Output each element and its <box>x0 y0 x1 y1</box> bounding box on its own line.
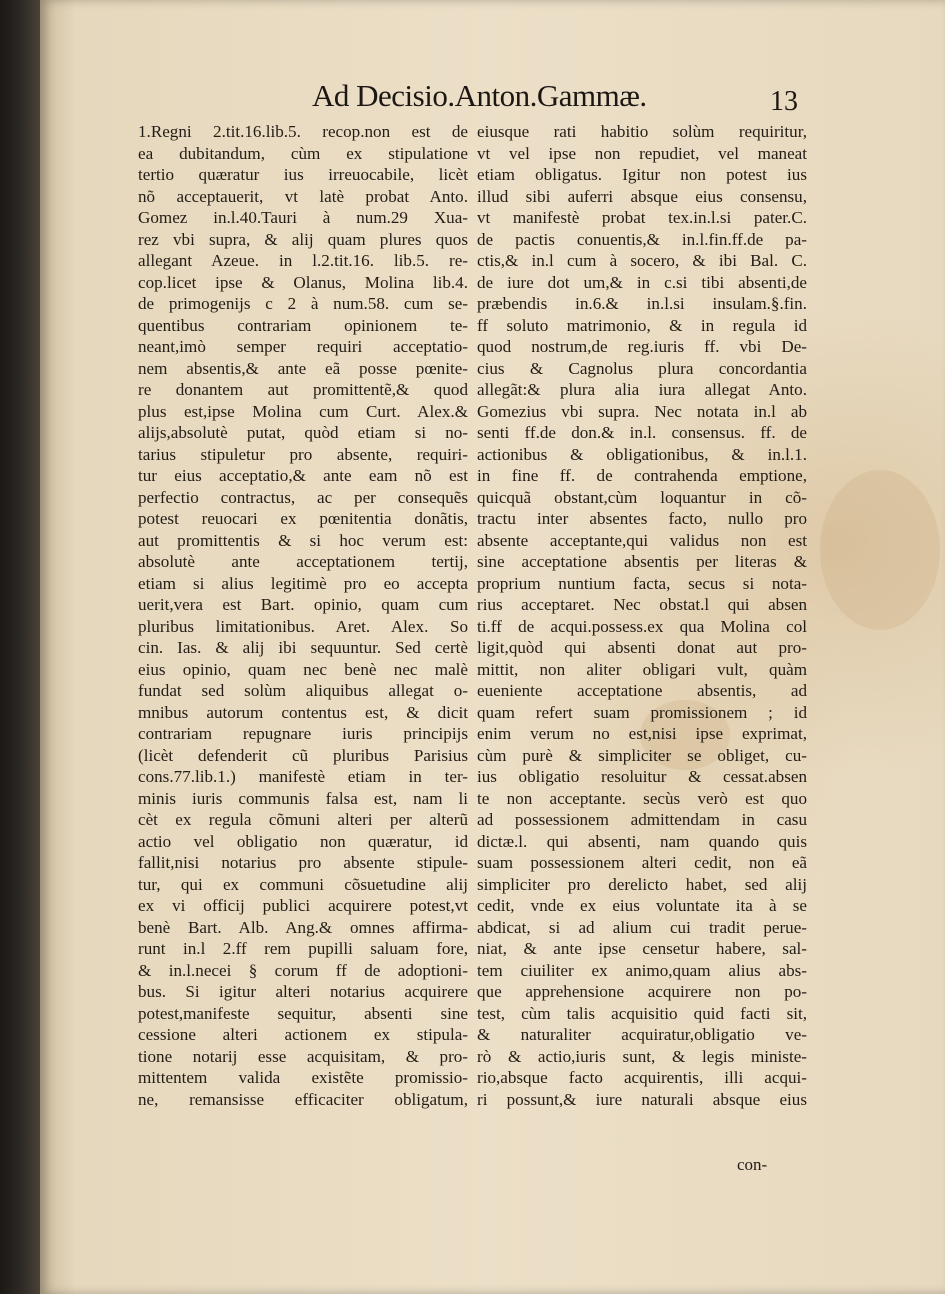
right-text-column <box>477 121 807 1110</box>
text-line: 1.Regni 2.tit.16.lib.5. recop.non est de <box>138 122 468 141</box>
text-line: fallit,nisi notarius pro absente stipule- <box>138 853 468 872</box>
text-line: & naturaliter acquiratur,obligatio ve- <box>477 1025 807 1044</box>
text-line: tur, qui ex communi cõsuetudine alij <box>138 874 468 894</box>
text-line: fundat sed solùm aliquibus allegat o- <box>138 681 468 700</box>
text-line: mnibus autorum contentus est, & dicit <box>138 702 468 722</box>
text-line: eius opinio, quam nec benè nec malè <box>138 659 468 679</box>
text-line: ne, remansisse efficaciter obligatum, <box>138 1089 468 1109</box>
text-line: de pactis conuentis,& in.l.fin.ff.de pa- <box>477 229 807 249</box>
text-line: ea dubitandum, cùm ex stipulatione <box>138 143 468 163</box>
text-line: tem ciuiliter ex animo,quam alius abs- <box>477 960 807 980</box>
text-line: tarius stipuletur pro absente, requiri- <box>138 444 468 464</box>
text-line: cop.licet ipse & Olanus, Molina lib.4. <box>138 272 468 292</box>
text-line: neant,imò semper requiri acceptatio- <box>138 337 468 356</box>
text-line: quam refert suam promissionem ; id <box>477 702 807 722</box>
text-line: cessione alteri actionem ex stipula- <box>138 1025 468 1044</box>
text-line: rez vbi supra, & alij quam plures quos <box>138 229 468 249</box>
text-line: niat, & ante ipse censetur habere, sal- <box>477 939 807 958</box>
text-line: cèt ex regula cõmuni alteri per alterũ <box>138 810 468 829</box>
text-line: nem absentis,& ante eã posse pœnite- <box>138 358 468 378</box>
text-line: etiam si alius legitimè pro eo accepta <box>138 573 468 593</box>
text-line: quicquã obstant,cùm loquantur in cõ- <box>477 487 807 507</box>
text-line: suam possessionem alteri cedit, non eã <box>477 853 807 872</box>
text-line: quentibus contrariam opinionem te- <box>138 315 468 335</box>
text-line: etiam obligatus. Igitur non potest ius <box>477 165 807 184</box>
text-line: potest,manifeste sequitur, absenti sine <box>138 1003 468 1023</box>
page-number: 13 <box>770 86 798 117</box>
text-line: minis iuris communis falsa est, nam li <box>138 788 468 808</box>
text-line: contrariam repugnare iuris principijs <box>138 724 468 743</box>
text-line: te non acceptante. secùs verò est quo <box>477 788 807 808</box>
text-line: potest reuocari ex pœnitentia donãtis, <box>138 509 468 528</box>
text-line: vt vel ipse non repudiet, vel maneat <box>477 143 807 163</box>
text-line: tractu inter absentes facto, nullo pro <box>477 509 807 528</box>
text-line: bus. Si igitur alteri notarius acquirere <box>138 982 468 1001</box>
text-line: alijs,absolutè putat, quòd etiam si no- <box>138 423 468 442</box>
text-line: de iure dot um,& in c.si tibi absenti,de <box>477 272 807 292</box>
text-line: proprium nuntium facta, secus si nota- <box>477 573 807 593</box>
text-line: nõ acceptauerit, vt latè probat Anto. <box>138 186 468 206</box>
text-line: præbendis in.6.& in.l.si insulam.§.fin. <box>477 294 807 313</box>
text-line: ri possunt,& iure naturali absque eius <box>477 1089 807 1109</box>
text-line: rò & actio,iuris sunt, & legis ministe- <box>477 1046 807 1066</box>
text-line: mittentem valida existẽte promissio- <box>138 1068 468 1087</box>
text-line: benè Bart. Alb. Ang.& omnes affirma- <box>138 917 468 937</box>
text-line: allegant Azeue. in l.2.tit.16. lib.5. re- <box>138 251 468 270</box>
text-line: cedit, vnde ex eius voluntate ita à se <box>477 896 807 915</box>
text-line: cons.77.lib.1.) manifestè etiam in ter- <box>138 767 468 786</box>
text-line: cin. Ias. & alij ibi sequuntur. Sed certè <box>138 638 468 657</box>
text-line: aut promittentis & si hoc verum est: <box>138 530 468 550</box>
text-line: mittit, non aliter obligari vult, quàm <box>477 659 807 679</box>
text-line: tur eius acceptatio,& ante eam nõ est <box>138 466 468 485</box>
text-line: (licèt defenderit cũ pluribus Parisius <box>138 745 468 765</box>
text-line: simpliciter pro derelicto habet, sed alij <box>477 874 807 894</box>
text-line: abdicat, si ad alium cui tradit perue- <box>477 917 807 937</box>
text-line: pluribus limitationibus. Aret. Alex. So <box>138 616 468 636</box>
text-line: ctis,& in.l cum à socero, & ibi Bal. C. <box>477 251 807 270</box>
text-line: cùm purè & simpliciter se obliget, cu- <box>477 745 807 765</box>
text-line: ex vi officij publici acquirere potest,vt <box>138 896 468 915</box>
text-line: ligit,quòd qui absenti donat aut pro- <box>477 638 807 657</box>
text-line: eiusque rati habitio solùm requiritur, <box>477 122 807 141</box>
text-line: uerit,vera est Bart. opinio, quam cum <box>138 595 468 614</box>
text-line: absolutè ante acceptationem tertij, <box>138 552 468 571</box>
text-line: eueniente acceptatione absentis, ad <box>477 681 807 700</box>
paper-stain <box>820 470 940 630</box>
text-line: vt manifestè probat tex.in.l.si pater.C. <box>477 208 807 227</box>
text-line: absente acceptante,qui validus non est <box>477 530 807 550</box>
text-line: actionibus & obligationibus, & in.l.1. <box>477 444 807 464</box>
text-line: tione notarij esse acquisitam, & pro- <box>138 1046 468 1066</box>
text-line: in fine ff. de contrahenda emptione, <box>477 466 807 485</box>
text-line: rius acceptaret. Nec obstat.l qui absen <box>477 595 807 614</box>
left-text-column <box>138 121 468 1110</box>
text-line: cius & Cagnolus plura concordantia <box>477 358 807 378</box>
text-line: & in.l.necei § corum ff de adoptioni- <box>138 960 468 980</box>
text-line: dictæ.l. qui absenti, nam quando quis <box>477 831 807 851</box>
text-line: ti.ff de acqui.possess.ex qua Molina col <box>477 616 807 636</box>
text-line: plus est,ipse Molina cum Curt. Alex.& <box>138 401 468 421</box>
text-line: runt in.l 2.ff rem pupilli saluam fore, <box>138 939 468 958</box>
text-line: allegãt:& plura alia iura allegat Anto. <box>477 380 807 399</box>
text-line: enim verum no est,nisi ipse exprimat, <box>477 724 807 743</box>
text-line: ius obligatio resoluitur & cessat.absen <box>477 767 807 786</box>
text-line: Gomez in.l.40.Tauri à num.29 Xua- <box>138 208 468 227</box>
text-line: actio vel obligatio non quæratur, id <box>138 831 468 851</box>
text-line: tertio quæratur ius irreuocabile, licèt <box>138 165 468 184</box>
text-line: que apprehensione acquirere non po- <box>477 982 807 1001</box>
text-line: ff soluto matrimonio, & in regula id <box>477 315 807 335</box>
text-line: test, cùm talis acquisitio quid facti sit, <box>477 1003 807 1023</box>
text-line: senti ff.de don.& in.l. consensus. ff. de <box>477 423 807 442</box>
text-line: sine acceptatione absentis per literas & <box>477 552 807 571</box>
text-line: re donantem aut promittentẽ,& quod <box>138 380 468 399</box>
text-line: de primogenijs c 2 à num.58. cum se- <box>138 294 468 313</box>
text-line: rio,absque facto acquirentis, illi acqui- <box>477 1068 807 1087</box>
running-title: Ad Decisio.Anton.Gammæ. <box>312 78 647 113</box>
text-line: perfectio contractus, ac per consequẽs <box>138 487 468 507</box>
text-line: quod nostrum,de reg.iuris ff. vbi De- <box>477 337 807 356</box>
text-line: ad possessionem admittendam in casu <box>477 810 807 829</box>
catchword: con- <box>737 1155 768 1174</box>
text-line: Gomezius vbi supra. Nec notata in.l ab <box>477 401 807 421</box>
text-line: illud sibi auferri absque eius consensu, <box>477 186 807 206</box>
book-binding-edge <box>0 0 40 1294</box>
